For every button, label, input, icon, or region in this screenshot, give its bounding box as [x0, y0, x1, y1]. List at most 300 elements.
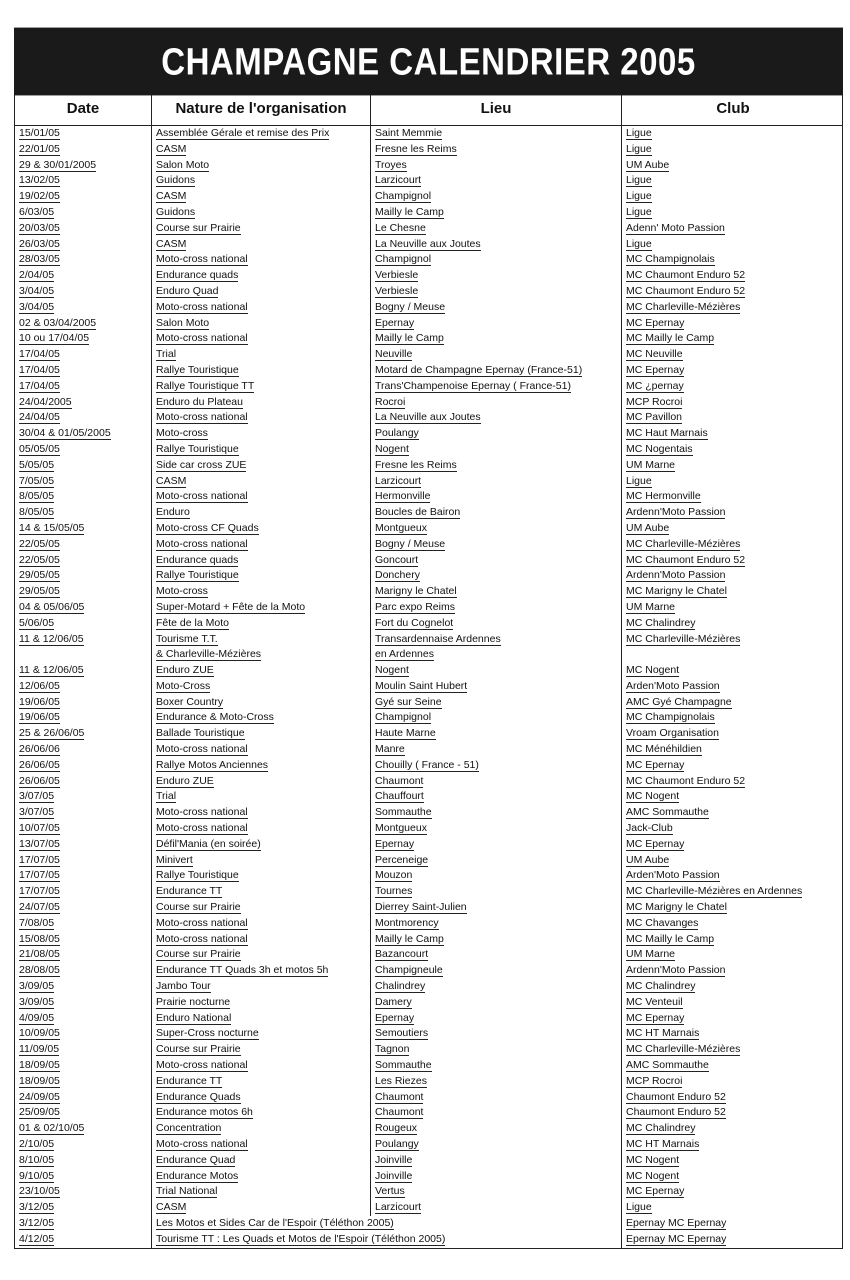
club-text: MC Chaumont Enduro 52: [626, 269, 746, 282]
nature-text: Rallye Touristique: [156, 363, 239, 376]
cell-nature: [152, 458, 371, 474]
cell-nature: [152, 821, 371, 837]
date-text: 24/07/05: [19, 901, 60, 914]
cell-lieu: [371, 758, 622, 774]
club-text: MC Epernay: [626, 837, 685, 850]
cell-club: [622, 1011, 844, 1027]
table-row: [15, 947, 842, 963]
cell-date: [15, 837, 152, 853]
cell-nature: [152, 695, 371, 711]
date-text: 10/09/05: [19, 1027, 60, 1040]
column-header-lieu: Lieu: [371, 91, 622, 125]
lieu-text: Boucles de Bairon: [375, 506, 461, 519]
table-row: [15, 458, 842, 474]
lieu-text: Chaumont: [375, 1106, 424, 1119]
lieu-text: Poulangy: [375, 427, 419, 440]
cell-nature: [152, 316, 371, 332]
cell-date: [15, 537, 152, 553]
lieu-text: Semoutiers: [375, 1027, 429, 1040]
cell-club: [622, 458, 844, 474]
table-row: [15, 1074, 842, 1090]
club-text: Ligue: [626, 474, 652, 487]
nature-text: Enduro du Plateau: [156, 395, 243, 408]
nature-text: Enduro Quad: [156, 284, 219, 297]
table-row: [15, 1105, 842, 1121]
date-text: 4/09/05: [19, 1011, 55, 1024]
cell-lieu: [371, 1153, 622, 1169]
club-text: MC Charleville-Mézières: [626, 1043, 741, 1056]
cell-club: [622, 916, 844, 932]
nature-text: Endurance motos 6h: [156, 1106, 253, 1119]
cell-club: [622, 900, 844, 916]
table-row: [15, 363, 842, 379]
cell-date: [15, 932, 152, 948]
club-text: Arden'Moto Passion: [626, 679, 720, 692]
club-text: MC Charleville-Mézières: [626, 632, 741, 645]
table-row: [15, 347, 842, 363]
cell-nature: [152, 663, 371, 679]
cell-date: [15, 1121, 152, 1137]
cell-club: [622, 142, 844, 158]
table-row: [15, 173, 842, 189]
cell-club: [622, 252, 844, 268]
page-title: CHAMPAGNE CALENDRIER 2005: [14, 28, 843, 96]
table-row: [15, 1026, 842, 1042]
club-text: MC Nogent: [626, 1153, 680, 1166]
cell-nature: [152, 537, 371, 553]
cell-lieu: [371, 363, 622, 379]
nature-text: Endurance quads: [156, 553, 239, 566]
cell-lieu: [371, 568, 622, 584]
nature-text: Tourisme T.T. & Charleville-Mézières: [156, 632, 262, 660]
table-row: [15, 158, 842, 174]
nature-text: Endurance TT Quads 3h et motos 5h: [156, 964, 329, 977]
date-text: 2/10/05: [19, 1138, 55, 1150]
cell-club: [622, 158, 844, 174]
cell-lieu: [371, 489, 622, 505]
cell-nature: [152, 252, 371, 268]
cell-nature: [152, 363, 371, 379]
date-text: 30/04 & 01/05/2005: [19, 427, 111, 440]
club-text: Jack-Club: [626, 822, 673, 835]
nature-text: CASM: [156, 142, 187, 155]
club-text: MC Pavillon: [626, 411, 683, 424]
date-text: 4/12/05: [19, 1232, 55, 1245]
lieu-text: Saint Memmie: [375, 127, 443, 139]
cell-nature: [152, 616, 371, 632]
cell-nature: [152, 158, 371, 174]
club-text: MC Champignolais: [626, 711, 715, 724]
cell-club: [622, 1137, 844, 1153]
club-text: Ligue: [626, 190, 652, 203]
club-text: MC Nogent: [626, 790, 680, 803]
date-text: 29 & 30/01/2005: [19, 158, 97, 171]
cell-nature: [152, 1200, 371, 1216]
cell-nature: [152, 1105, 371, 1121]
cell-club: [622, 237, 844, 253]
nature-text: Fête de la Moto: [156, 616, 229, 629]
lieu-text: Chouilly ( France - 51): [375, 758, 479, 771]
nature-text: Moto-cross national: [156, 743, 248, 756]
cell-nature: [152, 1090, 371, 1106]
table-row: [15, 189, 842, 205]
cell-lieu: [371, 1058, 622, 1074]
lieu-text: Rougeux: [375, 1122, 418, 1135]
cell-date: [15, 1105, 152, 1121]
cell-lieu: [371, 916, 622, 932]
table-row: [15, 410, 842, 426]
cell-nature: [152, 1042, 371, 1058]
club-text: MC Nogent: [626, 1169, 680, 1182]
nature-text: Endurance Quad: [156, 1153, 236, 1166]
club-text: MC Hermonville: [626, 490, 701, 503]
cell-date: [15, 237, 152, 253]
cell-lieu: [371, 126, 622, 142]
nature-text: Super-Cross nocturne: [156, 1027, 259, 1040]
date-text: 3/09/05: [19, 980, 55, 993]
cell-date: [15, 1026, 152, 1042]
nature-text: Moto-cross national: [156, 822, 248, 835]
date-text: 15/01/05: [19, 127, 60, 139]
cell-club: [622, 379, 844, 395]
table-row: [15, 237, 842, 253]
cell-club: [622, 221, 844, 237]
cell-club: [622, 126, 844, 142]
table-row: [15, 726, 842, 742]
table-row: [15, 521, 842, 537]
cell-nature: [152, 1026, 371, 1042]
cell-lieu: [371, 995, 622, 1011]
table-row: [15, 584, 842, 600]
cell-lieu: [371, 442, 622, 458]
cell-nature: [152, 426, 371, 442]
cell-club: [622, 837, 844, 853]
cell-club: [622, 521, 844, 537]
table-row: [15, 1153, 842, 1169]
cell-club: [622, 979, 844, 995]
cell-date: [15, 616, 152, 632]
date-text: 22/05/05: [19, 553, 60, 566]
table-row: [15, 553, 842, 569]
cell-lieu: [371, 221, 622, 237]
cell-club: [622, 1232, 844, 1248]
club-text: MCP Rocroi: [626, 1074, 683, 1087]
nature-text: Course sur Prairie: [156, 1043, 241, 1056]
club-text: UM Marne: [626, 948, 676, 961]
date-text: 24/04/05: [19, 411, 60, 424]
nature-text: Guidons: [156, 205, 196, 218]
table-row: [15, 474, 842, 490]
lieu-text: Moulin Saint Hubert: [375, 679, 468, 692]
lieu-text: Sommauthe: [375, 806, 432, 819]
cell-lieu: [371, 1184, 622, 1200]
cell-lieu: [371, 426, 622, 442]
date-text: 9/10/05: [19, 1169, 55, 1182]
cell-lieu: [371, 474, 622, 490]
date-text: 29/05/05: [19, 569, 60, 582]
date-text: 3/12/05: [19, 1216, 55, 1229]
club-text: Arden'Moto Passion: [626, 869, 720, 882]
cell-lieu: [371, 395, 622, 411]
column-header-nature: Nature de l'organisation: [152, 91, 371, 125]
cell-nature: [152, 1153, 371, 1169]
cell-nature: [152, 963, 371, 979]
column-header-date: Date: [15, 91, 152, 125]
cell-club: [622, 442, 844, 458]
table-row: [15, 489, 842, 505]
date-text: 26/06/05: [19, 774, 60, 787]
cell-nature: [152, 505, 371, 521]
date-text: 26/03/05: [19, 237, 60, 250]
lieu-text: Tournes: [375, 885, 413, 898]
cell-date: [15, 963, 152, 979]
club-text: Epernay MC Epernay: [626, 1216, 727, 1229]
nature-text: Défil'Mania (en soirée): [156, 837, 261, 850]
cell-lieu: [371, 521, 622, 537]
cell-lieu: [371, 458, 622, 474]
nature-text: Moto-cross national: [156, 332, 248, 345]
date-text: 13/02/05: [19, 174, 60, 187]
table-row: [15, 395, 842, 411]
cell-nature: [152, 237, 371, 253]
date-text: 24/04/2005: [19, 395, 72, 408]
table-row: [15, 205, 842, 221]
cell-club: [622, 995, 844, 1011]
cell-lieu: [371, 932, 622, 948]
cell-nature: [152, 853, 371, 869]
date-text: 19/02/05: [19, 190, 60, 203]
nature-text: Trial: [156, 348, 177, 361]
cell-nature: [152, 916, 371, 932]
cell-lieu: [371, 947, 622, 963]
club-text: MC Epernay: [626, 1185, 685, 1198]
table-row: [15, 1090, 842, 1106]
cell-nature: [152, 347, 371, 363]
cell-club: [622, 758, 844, 774]
lieu-text: Larzicourt: [375, 474, 422, 487]
cell-lieu: [371, 284, 622, 300]
lieu-text: Chaumont: [375, 774, 424, 787]
table-row: [15, 837, 842, 853]
cell-date: [15, 379, 152, 395]
cell-nature: [152, 126, 371, 142]
cell-club: [622, 584, 844, 600]
nature-text: Endurance quads: [156, 269, 239, 282]
date-text: 8/05/05: [19, 506, 55, 519]
cell-date: [15, 173, 152, 189]
cell-date: [15, 868, 152, 884]
cell-lieu: [371, 410, 622, 426]
cell-lieu: [371, 710, 622, 726]
cell-nature: [152, 932, 371, 948]
nature-text: Salon Moto: [156, 316, 210, 329]
club-text: MC Chaumont Enduro 52: [626, 774, 746, 787]
club-text: MC ¿pernay: [626, 379, 684, 392]
cell-club: [622, 1153, 844, 1169]
cell-date: [15, 584, 152, 600]
date-text: 14 & 15/05/05: [19, 521, 85, 534]
cell-lieu: [371, 1074, 622, 1090]
cell-date: [15, 742, 152, 758]
cell-lieu: [371, 237, 622, 253]
lieu-text: Fort du Cognelot: [375, 616, 454, 629]
club-text: MC Venteuil: [626, 995, 683, 1008]
nature-text: Moto-cross national: [156, 253, 248, 266]
cell-nature: [152, 1216, 622, 1232]
lieu-text: La Neuville aux Joutes: [375, 237, 481, 250]
lieu-text: Montgueux: [375, 822, 427, 835]
cell-date: [15, 1169, 152, 1185]
cell-club: [622, 1184, 844, 1200]
date-text: 19/06/05: [19, 695, 60, 708]
table-row: [15, 774, 842, 790]
cell-lieu: [371, 1042, 622, 1058]
nature-text: CASM: [156, 474, 187, 487]
date-text: 5/06/05: [19, 616, 55, 629]
cell-nature: [152, 805, 371, 821]
club-text: Ardenn'Moto Passion: [626, 569, 726, 582]
date-text: 02 & 03/04/2005: [19, 316, 97, 329]
nature-text: Super-Motard + Fête de la Moto: [156, 600, 306, 613]
cell-club: [622, 284, 844, 300]
lieu-text: Nogent: [375, 664, 409, 677]
lieu-text: Mailly le Camp: [375, 332, 444, 345]
lieu-text: Poulangy: [375, 1138, 419, 1150]
date-text: 3/07/05: [19, 790, 55, 803]
date-text: 5/05/05: [19, 458, 55, 471]
lieu-text: Chalindrey: [375, 980, 426, 993]
date-text: 8/05/05: [19, 490, 55, 503]
date-text: 12/06/05: [19, 679, 60, 692]
lieu-text: Perceneige: [375, 853, 429, 866]
cell-date: [15, 632, 152, 664]
club-text: MC Mailly le Camp: [626, 932, 715, 945]
table-row: [15, 331, 842, 347]
cell-club: [622, 1121, 844, 1137]
cell-club: [622, 300, 844, 316]
cell-nature: [152, 1184, 371, 1200]
date-text: 25 & 26/06/05: [19, 727, 85, 740]
cell-club: [622, 884, 844, 900]
cell-date: [15, 205, 152, 221]
club-text: Ligue: [626, 237, 652, 250]
nature-text: Enduro ZUE: [156, 664, 214, 677]
cell-nature: [152, 868, 371, 884]
table-row: [15, 1011, 842, 1027]
cell-nature: [152, 837, 371, 853]
cell-date: [15, 189, 152, 205]
table-row: [15, 979, 842, 995]
table-row: [15, 300, 842, 316]
club-text: Ardenn'Moto Passion: [626, 964, 726, 977]
date-text: 13/07/05: [19, 837, 60, 850]
table-row: [15, 695, 842, 711]
lieu-text: Marigny le Chatel: [375, 585, 457, 598]
nature-text: Trial National: [156, 1185, 218, 1198]
cell-club: [622, 1216, 844, 1232]
nature-text: Rallye Motos Anciennes: [156, 758, 269, 771]
nature-text: Endurance TT: [156, 1074, 223, 1087]
lieu-text: Les Riezes: [375, 1074, 427, 1087]
cell-date: [15, 1011, 152, 1027]
date-text: 25/09/05: [19, 1106, 60, 1119]
date-text: 7/08/05: [19, 916, 55, 929]
club-text: MC Charleville-Mézières en Ardennes: [626, 885, 803, 898]
cell-lieu: [371, 1121, 622, 1137]
cell-club: [622, 474, 844, 490]
cell-lieu: [371, 1169, 622, 1185]
club-text: UM Aube: [626, 853, 670, 866]
cell-lieu: [371, 884, 622, 900]
cell-club: [622, 853, 844, 869]
cell-nature: [152, 679, 371, 695]
cell-nature: [152, 710, 371, 726]
table-row: [15, 932, 842, 948]
date-text: 3/04/05: [19, 284, 55, 297]
cell-nature: [152, 1011, 371, 1027]
cell-date: [15, 900, 152, 916]
cell-nature: [152, 268, 371, 284]
cell-lieu: [371, 868, 622, 884]
cell-nature: [152, 221, 371, 237]
lieu-text: Champignol: [375, 253, 432, 266]
nature-text: CASM: [156, 190, 187, 203]
cell-nature: [152, 947, 371, 963]
cell-club: [622, 1200, 844, 1216]
lieu-text: Rocroi: [375, 395, 406, 408]
cell-club: [622, 932, 844, 948]
cell-date: [15, 442, 152, 458]
club-text: MC Haut Marnais: [626, 427, 708, 440]
cell-date: [15, 884, 152, 900]
cell-nature: [152, 568, 371, 584]
table-row: [15, 316, 842, 332]
date-text: 17/04/05: [19, 363, 60, 376]
nature-text: Moto-cross: [156, 585, 208, 598]
cell-date: [15, 252, 152, 268]
date-text: 22/01/05: [19, 142, 60, 155]
cell-club: [622, 189, 844, 205]
cell-date: [15, 1153, 152, 1169]
cell-nature: [152, 584, 371, 600]
cell-club: [622, 742, 844, 758]
lieu-text: Champigneule: [375, 964, 443, 977]
cell-club: [622, 568, 844, 584]
club-text: UM Aube: [626, 521, 670, 534]
cell-lieu: [371, 742, 622, 758]
cell-lieu: [371, 347, 622, 363]
table-row: [15, 1184, 842, 1200]
cell-lieu: [371, 663, 622, 679]
nature-text: Course sur Prairie: [156, 948, 241, 961]
cell-nature: [152, 1137, 371, 1153]
cell-date: [15, 568, 152, 584]
lieu-text: Fresne les Reims: [375, 142, 457, 155]
lieu-text: Joinville: [375, 1153, 413, 1166]
nature-text: Concentration: [156, 1122, 222, 1135]
nature-text: Rallye Touristique: [156, 442, 239, 455]
cell-club: [622, 695, 844, 711]
nature-text: Course sur Prairie: [156, 221, 241, 234]
club-text: MC HT Marnais: [626, 1138, 700, 1150]
club-text: MC Chaumont Enduro 52: [626, 553, 746, 566]
nature-text: Guidons: [156, 174, 196, 187]
table-row: [15, 537, 842, 553]
cell-date: [15, 1090, 152, 1106]
cell-nature: [152, 489, 371, 505]
cell-club: [622, 173, 844, 189]
lieu-text: Haute Marne: [375, 727, 436, 740]
